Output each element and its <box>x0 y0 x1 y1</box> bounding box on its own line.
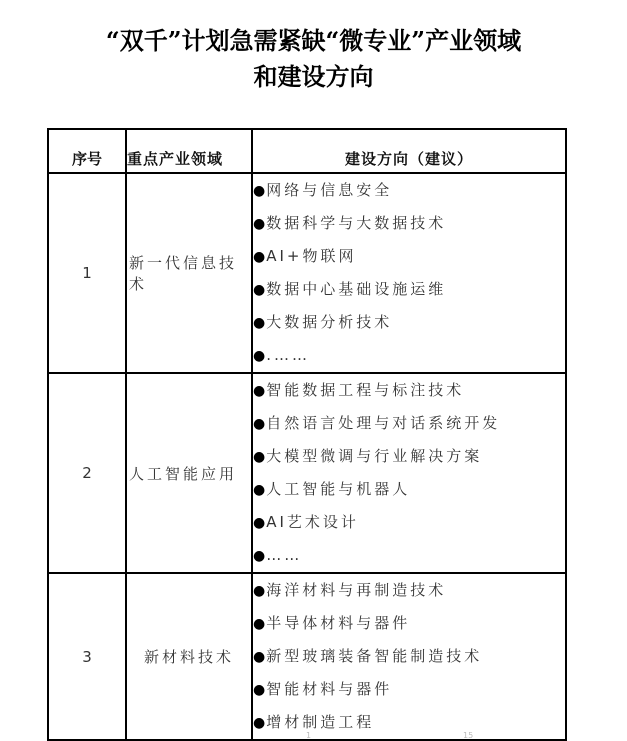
bullet-icon: ● <box>253 715 266 731</box>
bullet-icon: ● <box>253 682 266 698</box>
row-index: 2 <box>48 373 126 573</box>
direction-label: .…… <box>266 346 310 364</box>
title-line-2: 和建设方向 <box>253 62 374 91</box>
table-header-row <box>48 129 566 173</box>
list-item <box>253 240 565 273</box>
list-item <box>253 473 565 506</box>
header-directions: 建设方向（建议） <box>252 129 566 173</box>
list-item <box>253 339 565 372</box>
page-mark-right: 15 <box>463 731 474 740</box>
industry-direction-table <box>47 128 567 741</box>
row-field: 新材料技术 <box>126 573 252 740</box>
bullet-icon: ● <box>253 315 266 331</box>
bullet-icon: ● <box>253 482 266 498</box>
list-item <box>253 174 565 207</box>
direction-list <box>253 574 565 739</box>
list-item <box>253 506 565 539</box>
direction-list <box>253 374 565 572</box>
bullet-icon: ● <box>253 616 266 632</box>
direction-label: 新型玻璃装备智能制造技术 <box>266 647 483 665</box>
table-row <box>48 173 566 373</box>
title-line-1: “双千”计划急需紧缺“微专业”产业领域 <box>105 26 522 55</box>
bullet-icon: ● <box>253 348 266 364</box>
direction-label: …… <box>266 546 303 564</box>
list-item <box>253 306 565 339</box>
bullet-icon: ● <box>253 583 266 599</box>
list-item <box>253 607 565 640</box>
direction-label: 智能材料与器件 <box>266 680 393 698</box>
bullet-icon: ● <box>253 515 266 531</box>
direction-label: AI艺术设计 <box>266 513 359 531</box>
row-field: 新一代信息技术 <box>126 173 252 373</box>
list-item <box>253 574 565 607</box>
direction-label: 数据科学与大数据技术 <box>266 214 447 232</box>
list-item <box>253 673 565 706</box>
bullet-icon: ● <box>253 183 266 199</box>
list-item <box>253 407 565 440</box>
direction-label: 数据中心基础设施运维 <box>266 280 447 298</box>
row-directions <box>252 173 566 373</box>
direction-label: 网络与信息安全 <box>266 181 393 199</box>
row-index: 1 <box>48 173 126 373</box>
bullet-icon: ● <box>253 548 266 564</box>
row-index: 3 <box>48 573 126 740</box>
row-field: 人工智能应用 <box>126 373 252 573</box>
direction-label: 增材制造工程 <box>266 713 375 731</box>
list-item <box>253 273 565 306</box>
bullet-icon: ● <box>253 282 266 298</box>
list-item <box>253 374 565 407</box>
direction-label: 人工智能与机器人 <box>266 480 411 498</box>
list-item <box>253 207 565 240</box>
direction-list <box>253 174 565 372</box>
bullet-icon: ● <box>253 216 266 232</box>
table-row <box>48 573 566 740</box>
direction-label: AI+物联网 <box>266 247 357 265</box>
header-field: 重点产业领域 <box>126 129 252 173</box>
direction-label: 智能数据工程与标注技术 <box>266 381 465 399</box>
header-index: 序号 <box>48 129 126 173</box>
bullet-icon: ● <box>253 416 266 432</box>
bullet-icon: ● <box>253 649 266 665</box>
list-item <box>253 440 565 473</box>
bullet-icon: ● <box>253 383 266 399</box>
bullet-icon: ● <box>253 249 266 265</box>
table-row <box>48 373 566 573</box>
page-mark-left: 1 <box>306 731 312 740</box>
list-item <box>253 706 565 739</box>
row-directions <box>252 573 566 740</box>
list-item <box>253 539 565 572</box>
direction-label: 海洋材料与再制造技术 <box>266 581 447 599</box>
list-item <box>253 640 565 673</box>
direction-label: 大模型微调与行业解决方案 <box>266 447 483 465</box>
direction-label: 半导体材料与器件 <box>266 614 411 632</box>
bullet-icon: ● <box>253 449 266 465</box>
row-directions <box>252 373 566 573</box>
direction-label: 自然语言处理与对话系统开发 <box>266 414 501 432</box>
direction-label: 大数据分析技术 <box>266 313 393 331</box>
